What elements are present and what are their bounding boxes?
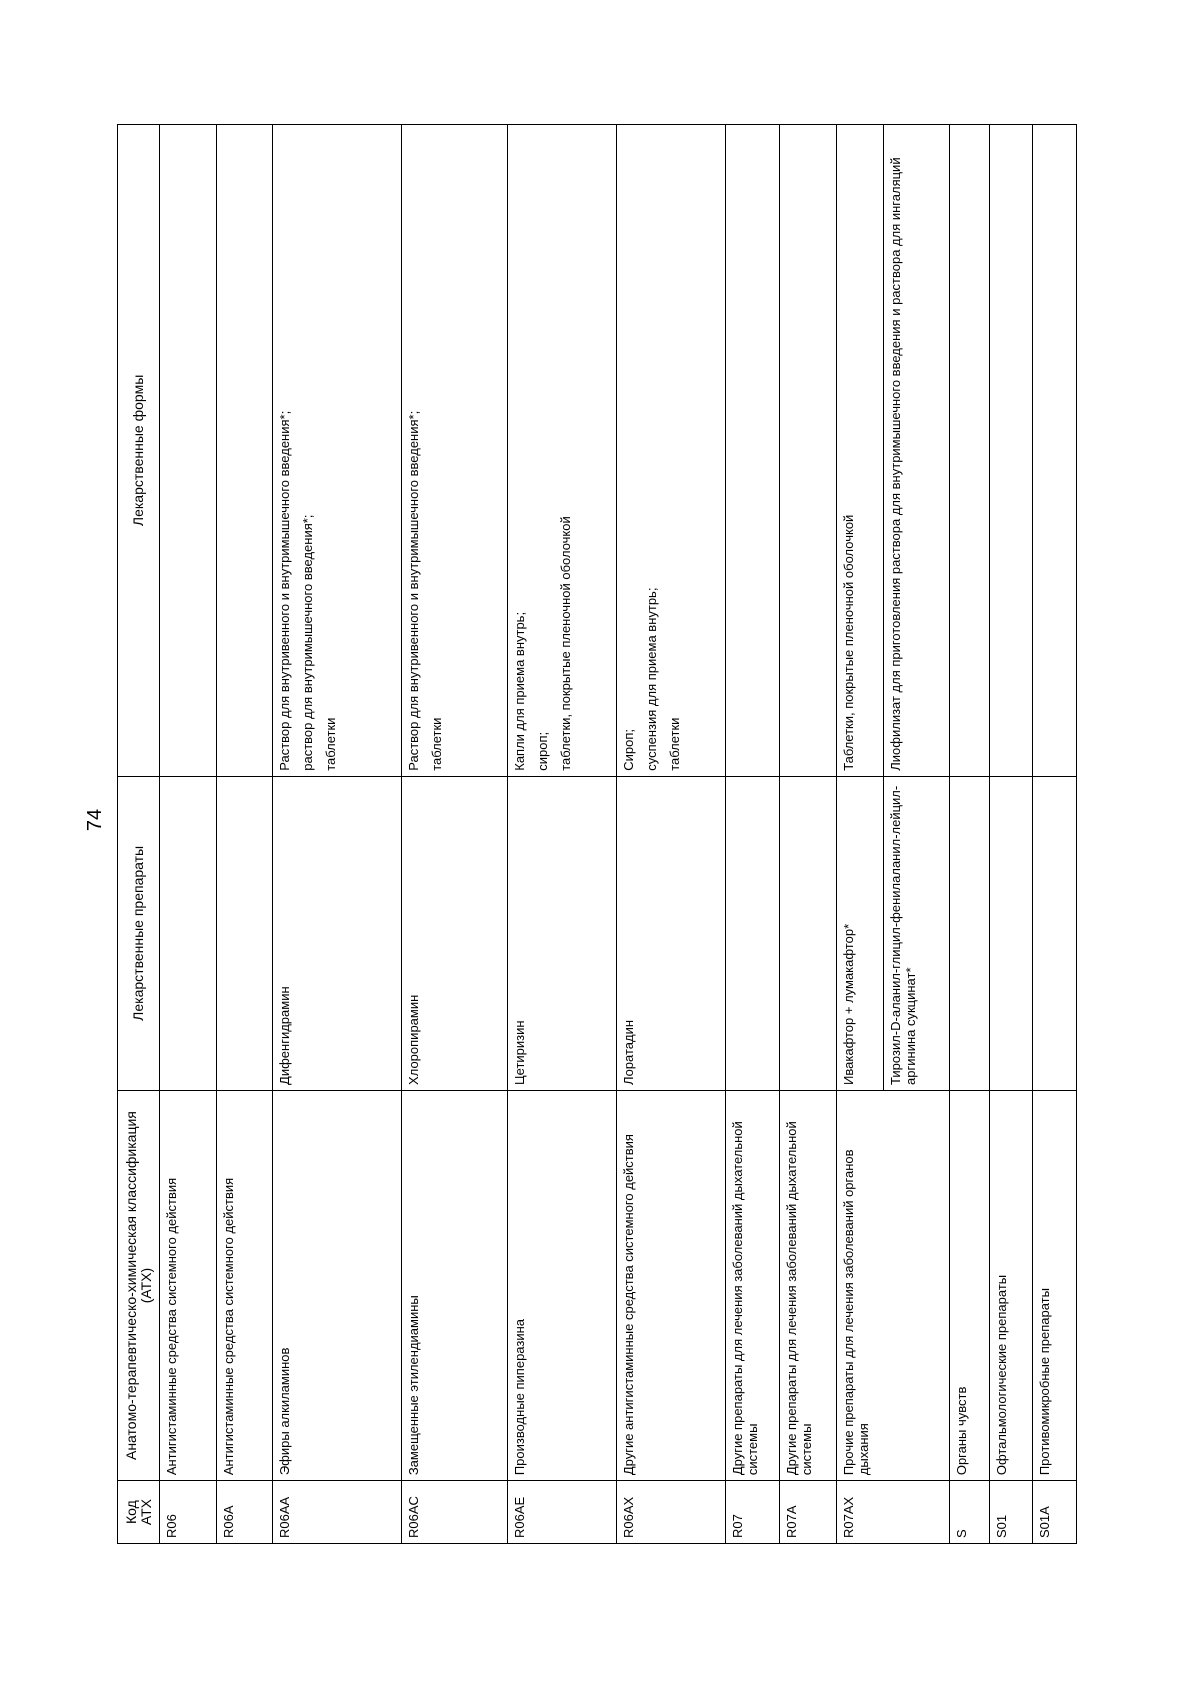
table-row bbox=[273, 125, 401, 1544]
cell-forms bbox=[884, 125, 949, 777]
cell-atc: Антигистаминные средства системного действия bbox=[216, 1090, 273, 1480]
cell-code: S bbox=[949, 1481, 989, 1544]
cell-drug bbox=[160, 776, 217, 1090]
cell-drug: Тирозил-D-аланил-глицил-фенилаланил-лейцил-аргинина сукцинат* bbox=[884, 776, 949, 1090]
form-line: таблетки bbox=[667, 717, 683, 771]
cell-code: R06AA bbox=[273, 1481, 401, 1544]
cell-atc: Офтальмологические препараты bbox=[989, 1090, 1032, 1480]
cell-drug: Ивакафтор + лумакафтор* bbox=[836, 776, 884, 1090]
table-row bbox=[780, 125, 837, 1544]
cell-forms bbox=[780, 125, 837, 777]
cell-atc: Противомикробные препараты bbox=[1033, 1090, 1077, 1480]
header-forms: Лекарственные формы bbox=[118, 125, 160, 777]
cell-code: R07A bbox=[780, 1481, 837, 1544]
table-row bbox=[1033, 125, 1077, 1544]
cell-forms bbox=[508, 125, 617, 777]
cell-drug bbox=[216, 776, 273, 1090]
cell-forms bbox=[401, 125, 508, 777]
cell-forms bbox=[273, 125, 401, 777]
cell-atc: Эфиры алкиламинов bbox=[273, 1090, 401, 1480]
cell-atc: Органы чувств bbox=[949, 1090, 989, 1480]
cell-drug bbox=[725, 776, 779, 1090]
form-line: таблетки, покрытые пленочной оболочкой bbox=[558, 516, 574, 771]
form-line: раствор для внутримышечного введения*; bbox=[300, 514, 316, 771]
header-code: Код АТХ bbox=[118, 1481, 160, 1544]
cell-code: R06AX bbox=[617, 1481, 726, 1544]
header-atc: Анатомо-терапевтическо-химическая классификация (АТХ) bbox=[118, 1090, 160, 1480]
cell-code: R06AE bbox=[508, 1481, 617, 1544]
table-row bbox=[401, 125, 508, 1544]
cell-atc: Антигистаминные средства системного действия bbox=[160, 1090, 217, 1480]
cell-atc: Замещенные этилендиамины bbox=[401, 1090, 508, 1480]
cell-drug: Хлоропирамин bbox=[401, 776, 508, 1090]
table-row bbox=[508, 125, 617, 1544]
table-row bbox=[160, 125, 217, 1544]
table-row bbox=[836, 125, 884, 1544]
cell-drug bbox=[780, 776, 837, 1090]
cell-forms bbox=[989, 125, 1032, 777]
atc-table bbox=[117, 124, 1077, 1544]
table-row bbox=[617, 125, 726, 1544]
table-row bbox=[989, 125, 1032, 1544]
cell-atc: Другие препараты для лечения заболеваний дыхательной системы bbox=[780, 1090, 837, 1480]
form-line: суспензия для приема внутрь; bbox=[644, 587, 660, 771]
cell-drug bbox=[989, 776, 1032, 1090]
cell-code: S01A bbox=[1033, 1481, 1077, 1544]
cell-code: S01 bbox=[989, 1481, 1032, 1544]
cell-drug bbox=[1033, 776, 1077, 1090]
form-line: Раствор для внутривенного и внутримышечного введения*; bbox=[277, 410, 293, 771]
cell-drug: Дифенгидрамин bbox=[273, 776, 401, 1090]
cell-atc: Другие антигистаминные средства системного действия bbox=[617, 1090, 726, 1480]
cell-drug: Лоратадин bbox=[617, 776, 726, 1090]
form-line: Раствор для внутривенного и внутримышечного введения*; bbox=[405, 410, 421, 771]
cell-forms bbox=[949, 125, 989, 777]
table-row bbox=[216, 125, 273, 1544]
table-row bbox=[949, 125, 989, 1544]
form-line: Таблетки, покрытые пленочной оболочкой bbox=[840, 514, 856, 771]
cell-forms bbox=[617, 125, 726, 777]
form-line: Лиофилизат для приготовления раствора для внутримышечного введения и раствора для ингаляций bbox=[888, 157, 904, 771]
cell-code: R06 bbox=[160, 1481, 217, 1544]
form-line: сироп; bbox=[535, 731, 551, 771]
form-line: таблетки bbox=[428, 717, 444, 771]
cell-forms bbox=[1033, 125, 1077, 777]
cell-forms bbox=[836, 125, 884, 777]
cell-code: R06A bbox=[216, 1481, 273, 1544]
cell-atc: Прочие препараты для лечения заболеваний органов дыхания bbox=[836, 1090, 949, 1480]
table-row bbox=[725, 125, 779, 1544]
cell-code: R07AX bbox=[836, 1481, 949, 1544]
cell-code: R07 bbox=[725, 1481, 779, 1544]
cell-forms bbox=[160, 125, 217, 777]
form-line: Капли для приема внутрь; bbox=[512, 611, 528, 771]
form-line: таблетки bbox=[323, 717, 339, 771]
cell-forms bbox=[725, 125, 779, 777]
page-number: 74 bbox=[84, 808, 106, 832]
cell-code: R06AC bbox=[401, 1481, 508, 1544]
cell-forms bbox=[216, 125, 273, 777]
atc-table-container bbox=[117, 124, 1077, 1544]
cell-atc: Производные пиперазина bbox=[508, 1090, 617, 1480]
header-drugs: Лекарственные препараты bbox=[118, 776, 160, 1090]
form-line: Сироп; bbox=[621, 728, 637, 771]
cell-drug bbox=[949, 776, 989, 1090]
cell-atc: Другие препараты для лечения заболеваний дыхательной системы bbox=[725, 1090, 779, 1480]
cell-drug: Цетиризин bbox=[508, 776, 617, 1090]
atc-table-rotated bbox=[117, 124, 1077, 1544]
